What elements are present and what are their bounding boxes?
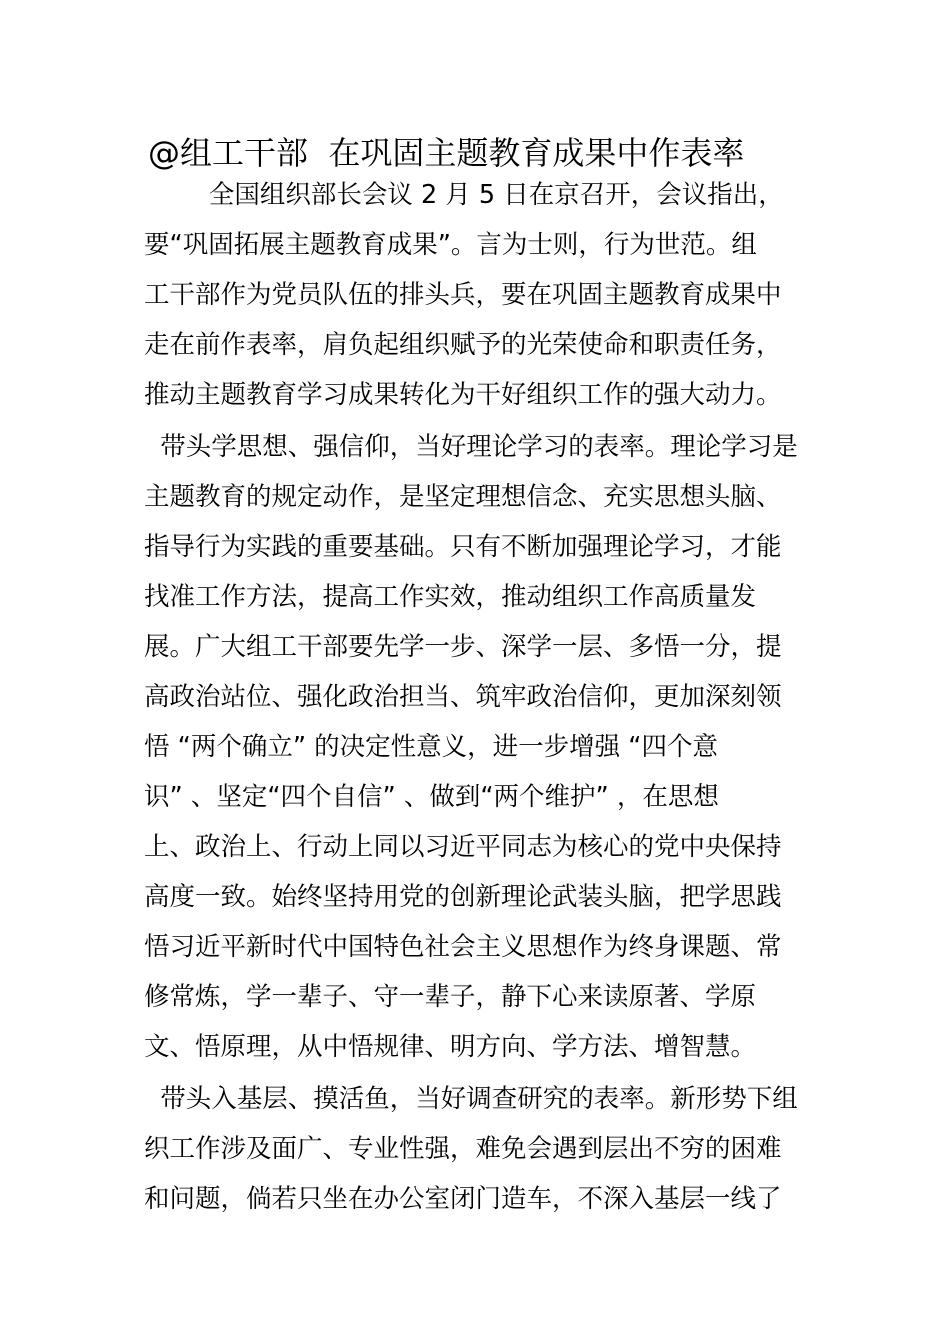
- paragraph-1-line-1: 全国组织部长会议 2 月 5 日在京召开，会议指出，: [144, 180, 784, 210]
- paragraph-1-line-3: 工干部作为党员队伍的排头兵，要在巩固主题教育成果中: [144, 280, 782, 310]
- paragraph-2-line-4: 找准工作方法，提高工作实效，推动组织工作高质量发: [144, 582, 757, 612]
- paragraph-2-line-5: 展。广大组工干部要先学一步、深学一层、多悟一分，提: [144, 632, 782, 662]
- paragraph-2-line-7: 悟 “两个确立” 的决定性意义，进一步增强 “四个意: [144, 732, 718, 762]
- paragraph-2-line-12: 修常炼，学一辈子、守一辈子，静下心来读原著、学原: [144, 982, 757, 1012]
- paragraph-2-line-3: 指导行为实践的重要基础。只有不断加强理论学习，才能: [144, 532, 782, 562]
- paragraph-2-line-8: 识” 、坚定“四个自信” 、做到“两个维护” ，在思想: [144, 782, 719, 812]
- paragraph-2-line-10: 高度一致。始终坚持用党的创新理论武装头脑，把学思践: [144, 882, 782, 912]
- paragraph-1-line-4: 走在前作表率，肩负起组织赋予的光荣使命和职责任务，: [144, 330, 782, 360]
- paragraph-2-line-1: 带头学思想、强信仰，当好理论学习的表率。理论学习是: [144, 432, 798, 462]
- paragraph-1-line-5: 推动主题教育学习成果转化为干好组织工作的强大动力。: [144, 380, 782, 410]
- paragraph-2-line-9: 上、政治上、行动上同以习近平同志为核心的党中央保持: [144, 832, 782, 862]
- document-title: @组工干部 在巩固主题教育成果中作表率: [148, 134, 745, 172]
- paragraph-2-line-13: 文、悟原理，从中悟规律、明方向、学方法、增智慧。: [144, 1032, 757, 1062]
- paragraph-2-line-11: 悟习近平新时代中国特色社会主义思想作为终身课题、常: [144, 932, 782, 962]
- paragraph-3-line-3: 和问题，倘若只坐在办公室闭门造车，不深入基层一线了: [144, 1184, 782, 1214]
- paragraph-3-line-2: 织工作涉及面广、专业性强，难免会遇到层出不穷的困难: [144, 1134, 782, 1164]
- paragraph-2-line-2: 主题教育的规定动作，是坚定理想信念、充实思想头脑、: [144, 482, 782, 512]
- paragraph-2-line-6: 高政治站位、强化政治担当、筑牢政治信仰，更加深刻领: [144, 682, 782, 712]
- paragraph-3-line-1: 带头入基层、摸活鱼，当好调查研究的表率。新形势下组: [144, 1084, 798, 1114]
- paragraph-1-line-2: 要“巩固拓展主题教育成果”。言为士则，行为世范。组: [144, 230, 757, 260]
